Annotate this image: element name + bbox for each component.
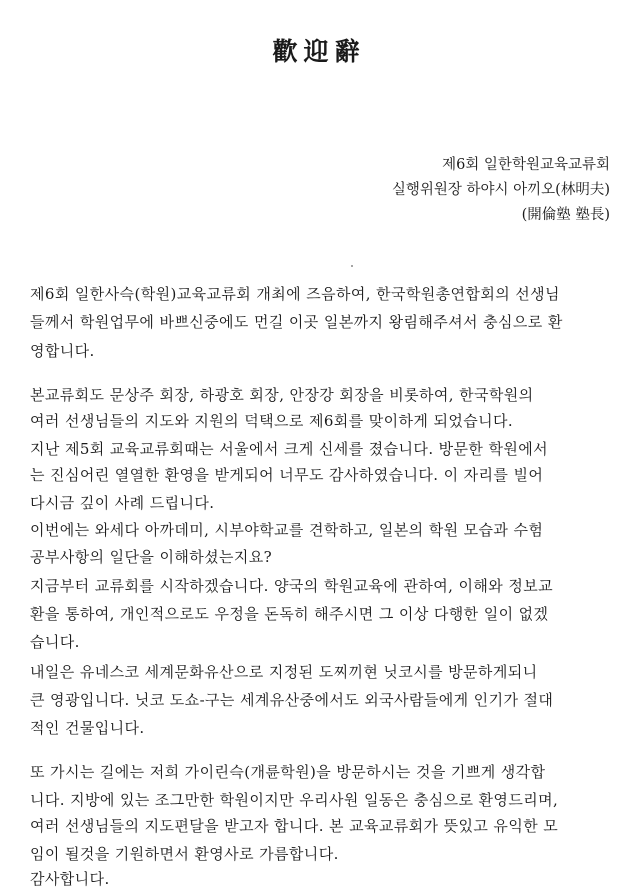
- body-line: 습니다.: [30, 633, 80, 651]
- body-line: 감사합니다.: [30, 870, 110, 888]
- body-line: 환을 통하여, 개인적으로도 우정을 돈독히 해주시면 그 이상 다행한 일이 없겠: [30, 605, 549, 623]
- body-line: 여러 선생님들의 지도와 지원의 덕택으로 제6회를 맞이하게 되었습니다.: [30, 412, 514, 430]
- body-line: 또 가시는 길에는 저희 가이린슥(개륜학원)을 방문하시는 것을 기쁘게 생각합: [30, 763, 546, 781]
- body-line: 큰 영광입니다. 닛코 도쇼-구는 세계유산중에서도 외국사람들에게 인기가 절대: [30, 691, 554, 709]
- body-line: 이번에는 와세다 아까데미, 시부야학교를 견학하고, 일본의 학원 모습과 수험: [30, 521, 544, 539]
- signature-author: 실행위원장 하야시 아끼오(林明夫): [391, 182, 610, 198]
- body-line: 임이 될것을 기원하면서 환영사로 가름합니다.: [30, 845, 339, 863]
- signature-event: 제6회 일한학원교육교류회: [442, 157, 610, 173]
- body-line: 들께서 학원업무에 바쁘신중에도 먼길 이곳 일본까지 왕림해주셔서 충심으로 환: [30, 313, 563, 331]
- body-line: 공부사항의 일단을 이해하셨는지요?: [30, 548, 273, 566]
- body-line: 내일은 유네스코 세계문화유산으로 지정된 도찌끼현 닛코시를 방문하게되니: [30, 663, 538, 681]
- body-line: 는 진심어린 열열한 환영을 받게되어 너무도 감사하였습니다. 이 자리를 빌어: [30, 466, 544, 484]
- signature-affiliation: (開倫塾 塾長): [521, 207, 610, 223]
- document-title: 歡迎辭: [272, 37, 366, 66]
- body-line: 적인 건물입니다.: [30, 719, 145, 737]
- scan-speck: [351, 265, 353, 267]
- body-line: 제6회 일한사슥(학원)교육교류회 개최에 즈음하여, 한국학원총연합회의 선생님: [30, 285, 560, 303]
- body-line: 여러 선생님들의 지도편달을 받고자 합니다. 본 교육교류회가 뜻있고 유익한 모: [30, 817, 559, 835]
- body-line: 지난 제5회 교육교류회때는 서울에서 크게 신세를 졌습니다. 방문한 학원에서: [30, 440, 549, 458]
- body-line: 다시금 깊이 사례 드립니다.: [30, 494, 215, 512]
- body-line: 본교류회도 문상주 회장, 하광호 회장, 안장강 회장을 비롯하여, 한국학원의: [30, 386, 534, 404]
- body-line: 지금부터 교류회를 시작하겠습니다. 양국의 학원교육에 관하여, 이해와 정보교: [30, 577, 553, 595]
- body-line: 영합니다.: [30, 342, 95, 360]
- body-line: 니다. 지방에 있는 조그만한 학원이지만 우리사원 일동은 충심으로 환영드리며,: [30, 791, 559, 809]
